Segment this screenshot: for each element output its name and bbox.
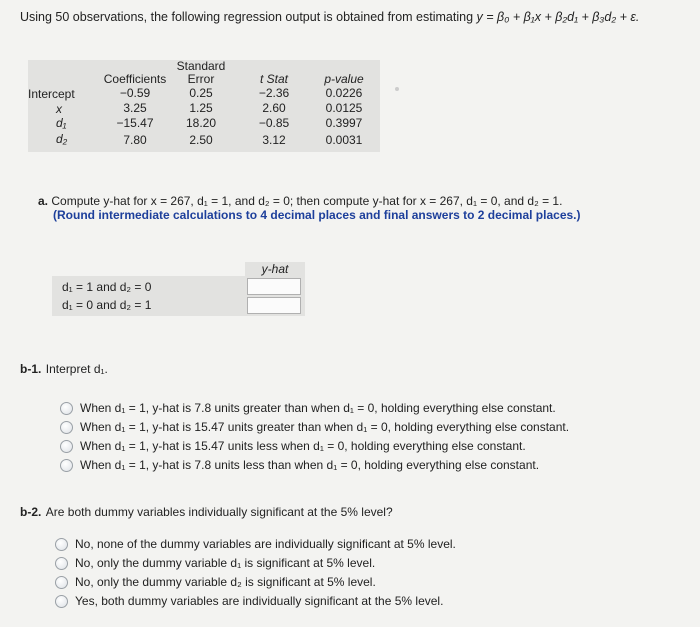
part-a-instructions: Compute y-hat for x = 267, d₁ = 1, and d₂ = 0; then compute y-hat for x = 267, d₁ = 0, and d₂ = 1. <box>51 194 563 208</box>
se-value: 1.25 <box>189 101 213 115</box>
part-b1-number: b-1. <box>20 362 42 376</box>
se-value: 18.20 <box>185 116 217 130</box>
b1-option-2[interactable]: When d₁ = 1, y-hat is 15.47 units greater than when d₁ = 0, holding everything else constant. <box>60 420 569 434</box>
tstat-value: −2.36 <box>258 86 290 100</box>
part-b1-text: Interpret d₁. <box>45 362 108 376</box>
radio-button[interactable] <box>55 595 68 608</box>
b2-option-2[interactable]: No, only the dummy variable d₁ is significant at 5% level. <box>55 556 375 570</box>
header-coefficients: Coefficients <box>103 72 167 86</box>
se-value: 0.25 <box>189 86 213 100</box>
pvalue-value: 0.0031 <box>325 133 363 147</box>
radio-button[interactable] <box>60 402 73 415</box>
b2-option-3[interactable]: No, only the dummy variable d₂ is significant at 5% level. <box>55 575 376 589</box>
part-b1-question <box>20 360 108 378</box>
radio-button[interactable] <box>55 538 68 551</box>
row-label: d₂ <box>56 132 68 146</box>
yhat-column-header: y-hat <box>245 262 305 276</box>
header-tstat: t Stat <box>259 72 288 86</box>
tstat-value: −0.85 <box>258 116 290 130</box>
yhat-row-label-1: d₁ = 1 and d₂ = 0 <box>62 280 152 294</box>
decorative-dot <box>395 87 399 91</box>
header-pvalue: p-value <box>324 72 364 86</box>
radio-button[interactable] <box>60 459 73 472</box>
coef-value: 3.25 <box>123 101 147 115</box>
radio-button[interactable] <box>60 421 73 434</box>
b2-option-1[interactable]: No, none of the dummy variables are individually significant at 5% level. <box>55 537 456 551</box>
coef-value: 7.80 <box>123 133 147 147</box>
part-b2-number: b-2. <box>20 505 42 519</box>
problem-intro <box>20 10 639 24</box>
radio-button[interactable] <box>55 576 68 589</box>
part-a-prefix: a. <box>38 194 49 208</box>
tstat-value: 2.60 <box>262 101 286 115</box>
pvalue-value: 0.3997 <box>325 116 363 130</box>
radio-button[interactable] <box>55 557 68 570</box>
pvalue-value: 0.0125 <box>325 101 363 115</box>
header-standard: Standard <box>176 59 226 73</box>
header-error: Error <box>187 72 215 86</box>
yhat-answer-table <box>52 276 305 316</box>
b1-option-4[interactable]: When d₁ = 1, y-hat is 7.8 units less than when d₁ = 0, holding everything else constant. <box>60 458 539 472</box>
part-a-question <box>38 194 581 222</box>
model-equation: y = β₀ + β₁x + β₂d₁ + β₃d₂ + ε. <box>476 10 640 24</box>
yhat-row-label-2: d₁ = 0 and d₂ = 1 <box>62 298 152 312</box>
b1-option-3[interactable]: When d₁ = 1, y-hat is 15.47 units less when d₁ = 0, holding everything else constant. <box>60 439 526 453</box>
intro-text: Using 50 observations, the following regression output is obtained from estimating <box>20 10 474 24</box>
row-label: x <box>56 102 62 116</box>
yhat-input-1[interactable] <box>247 278 301 295</box>
se-value: 2.50 <box>189 133 213 147</box>
part-b2-question <box>20 503 393 521</box>
rounding-instructions: (Round intermediate calculations to 4 decimal places and final answers to 2 decimal places.) <box>53 208 581 222</box>
part-b2-text: Are both dummy variables individually significant at the 5% level? <box>45 505 393 519</box>
row-label: d₁ <box>56 116 67 130</box>
regression-table <box>28 60 380 152</box>
yhat-input-2[interactable] <box>247 297 301 314</box>
pvalue-value: 0.0226 <box>325 86 363 100</box>
coef-value: −15.47 <box>116 116 154 130</box>
b2-option-4[interactable]: Yes, both dummy variables are individually significant at the 5% level. <box>55 594 443 608</box>
tstat-value: 3.12 <box>262 133 286 147</box>
radio-button[interactable] <box>60 440 73 453</box>
b1-option-1[interactable]: When d₁ = 1, y-hat is 7.8 units greater than when d₁ = 0, holding everything else constant. <box>60 401 556 415</box>
row-label: Intercept <box>28 87 75 101</box>
coef-value: −0.59 <box>119 86 151 100</box>
